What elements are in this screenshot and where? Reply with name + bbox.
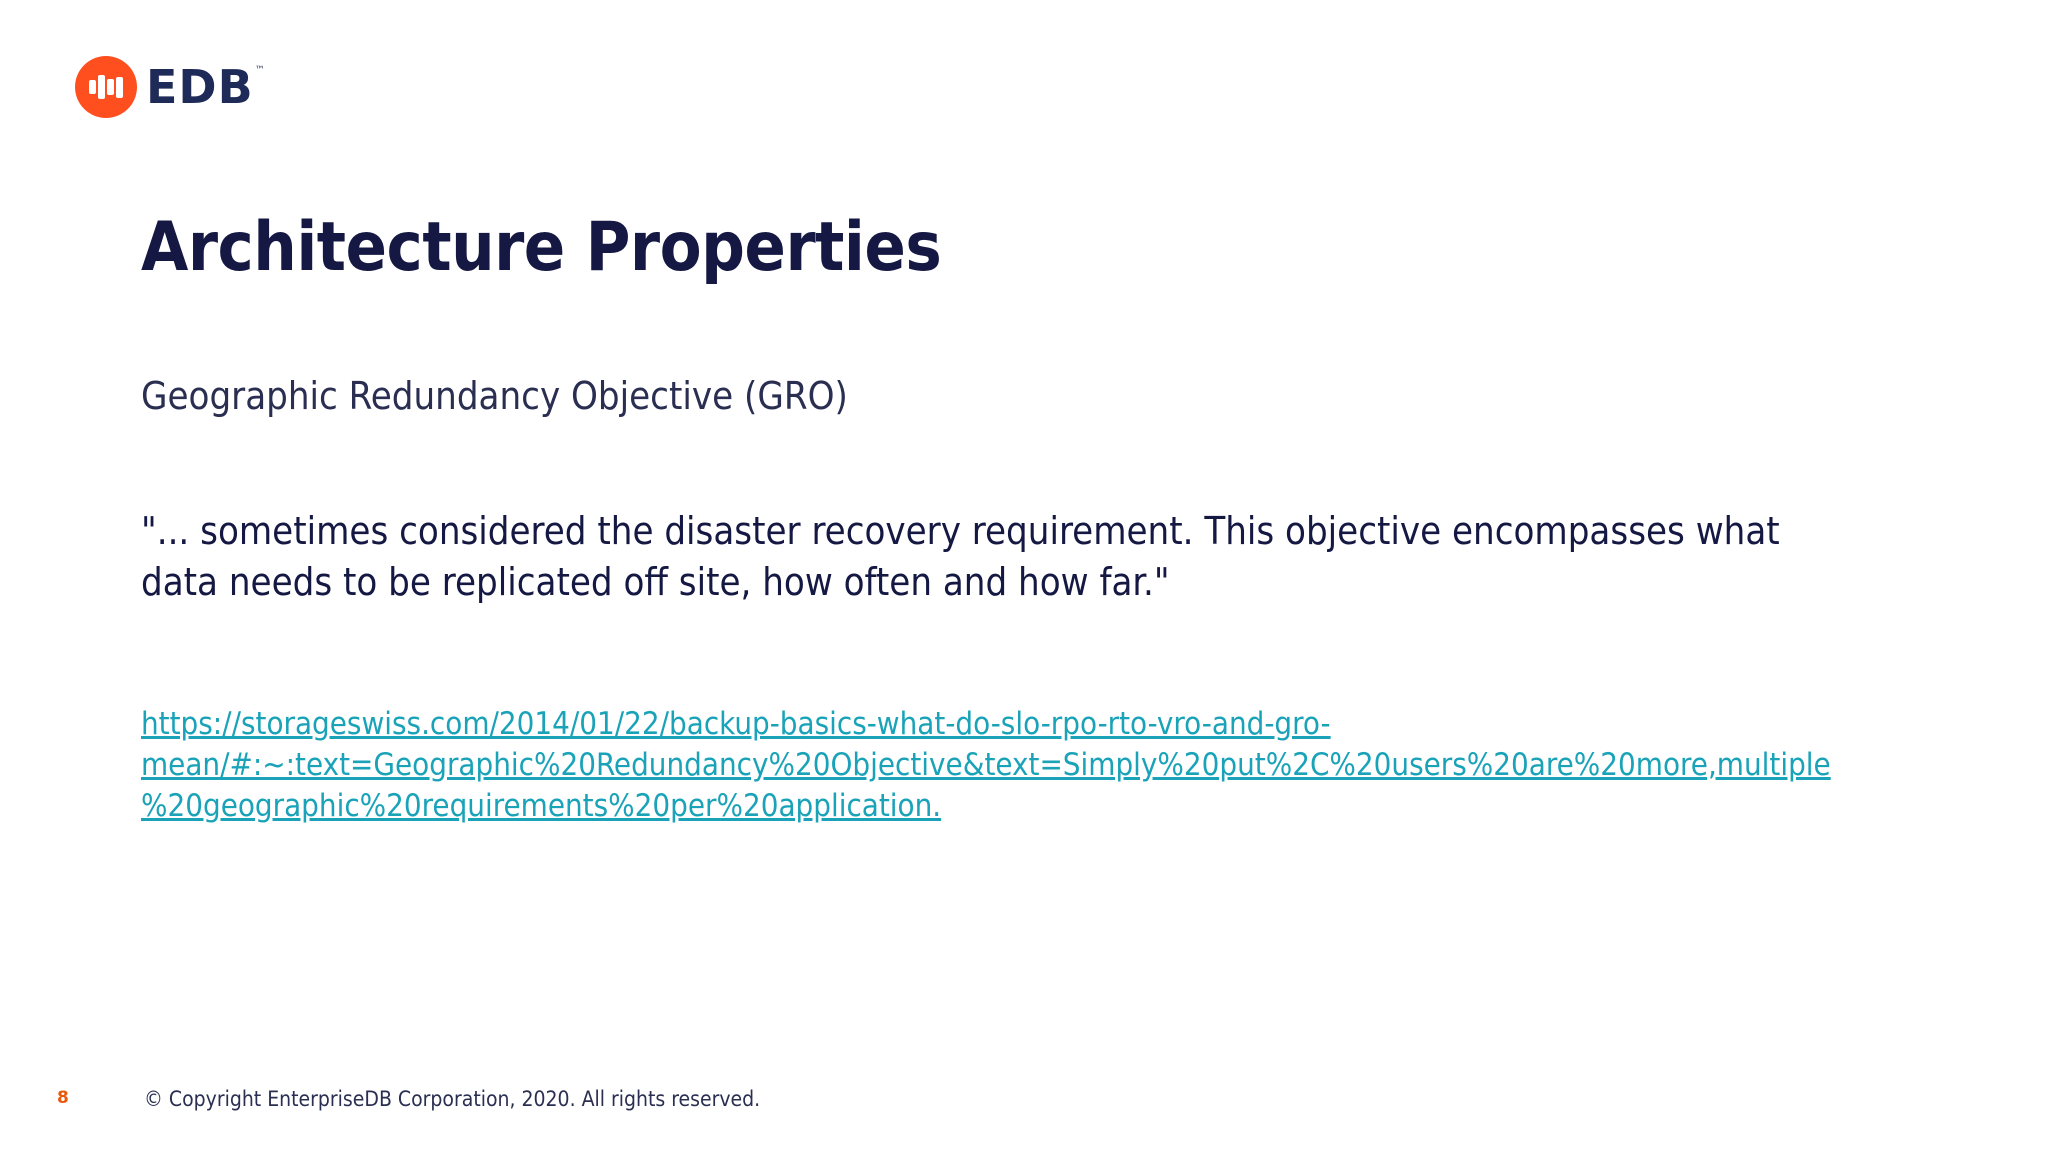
source-link[interactable] — [141, 704, 2021, 827]
edb-elephant-logo-icon — [74, 55, 138, 119]
quote-line-1: "... sometimes considered the disaster recovery requirement. This objective encompasses what — [141, 509, 1780, 553]
logo-wordmark: EDB — [146, 60, 254, 114]
source-link-line-2[interactable]: mean/#:~:text=Geographic%20Redundancy%20Objective&text=Simply%20put%2C%20users%20are%20more,multiple — [141, 747, 1831, 783]
source-link-line-1[interactable]: https://storageswiss.com/2014/01/22/backup-basics-what-do-slo-rpo-rto-vro-and-gro- — [141, 706, 1331, 742]
source-link-line-3[interactable]: %20geographic%20requirements%20per%20application. — [141, 788, 942, 824]
edb-logo — [74, 55, 265, 119]
logo-trademark: ™ — [254, 65, 265, 76]
quote-line-2: data needs to be replicated off site, how often and how far." — [141, 560, 1170, 604]
slide-title: Architecture Properties — [141, 208, 942, 287]
copyright-text: © Copyright EnterpriseDB Corporation, 2020. All rights reserved. — [144, 1087, 761, 1111]
quote-text — [141, 506, 1961, 608]
page-number: 8 — [57, 1088, 69, 1108]
slide-subtitle: Geographic Redundancy Objective (GRO) — [141, 374, 848, 418]
